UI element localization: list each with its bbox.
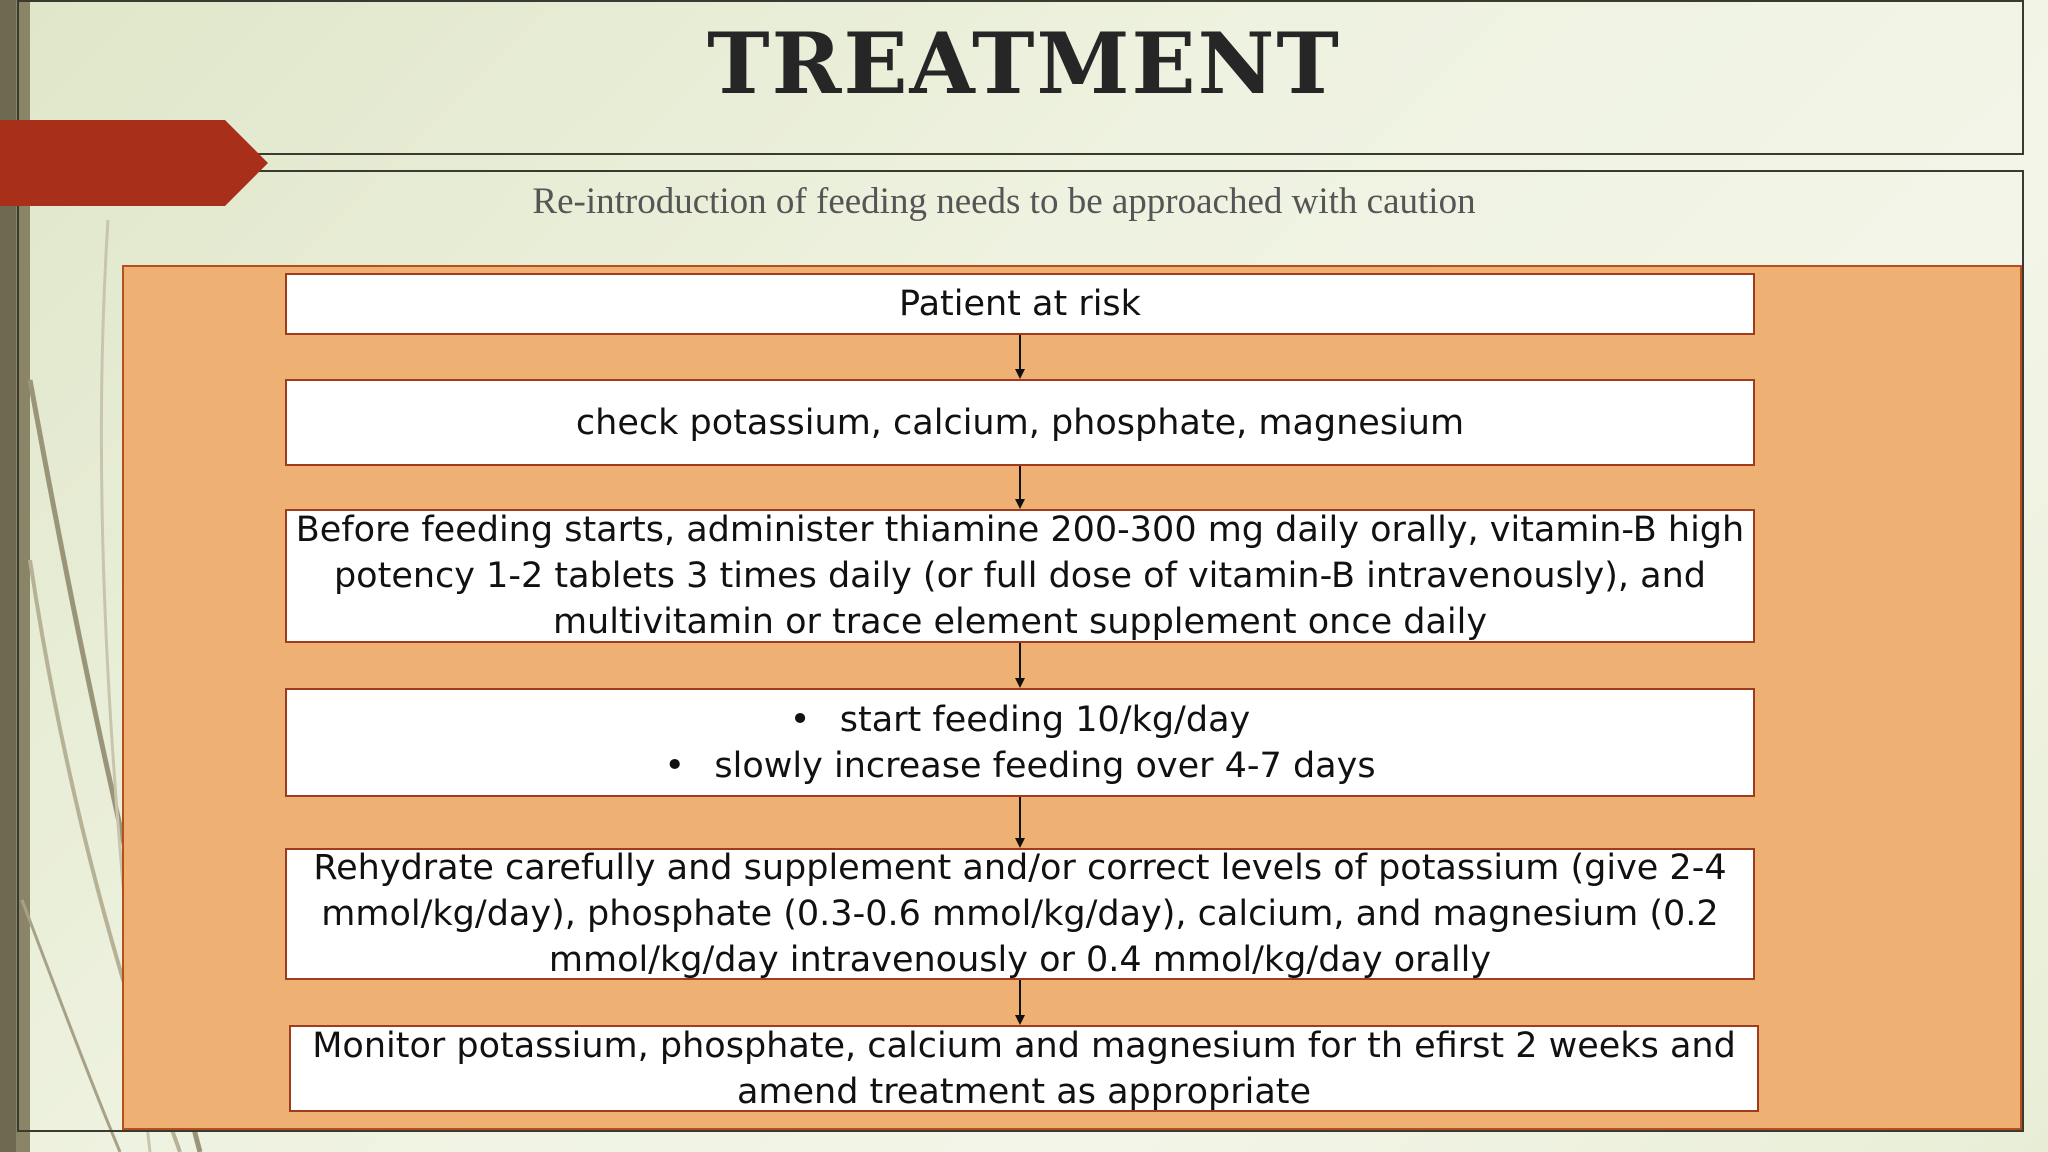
step-text-line: Monitor potassium, phosphate, calcium and magnesium for th efirst 2 weeks and — [312, 1025, 1736, 1066]
slide-subtitle: Re-introduction of feeding needs to be approached with caution — [532, 181, 1476, 222]
slide-title: TREATMENT — [707, 14, 1341, 113]
step-text-line: potency 1-2 tablets 3 times daily (or full dose of vitamin-B intravenously), and — [333, 556, 1707, 596]
step-text-line: check potassium, calcium, phosphate, magnesium — [575, 402, 1465, 443]
bullet-dot-icon: • — [664, 745, 686, 786]
step-text-line: multivitamin or trace element supplement once daily — [552, 602, 1488, 642]
bullet-dot-icon: • — [789, 699, 811, 740]
bullet-text: slowly increase feeding over 4-7 days — [714, 745, 1376, 786]
bullet-text: start feeding 10/kg/day — [839, 699, 1251, 740]
step-text-line: amend treatment as appropriate — [736, 1071, 1312, 1112]
step-text-line: Before feeding starts, administer thiamine 200-300 mg daily orally, vitamin-B high — [295, 510, 1745, 550]
step-text-line: Rehydrate carefully and supplement and/or correct levels of potassium (give 2-4 — [313, 848, 1727, 888]
step-text-line: mmol/kg/day intravenously or 0.4 mmol/kg/day orally — [548, 940, 1492, 980]
step-text-line: mmol/kg/day), phosphate (0.3-0.6 mmol/kg/day), calcium, and magnesium (0.2 — [321, 894, 1719, 934]
step-text-line: Patient at risk — [899, 284, 1141, 324]
